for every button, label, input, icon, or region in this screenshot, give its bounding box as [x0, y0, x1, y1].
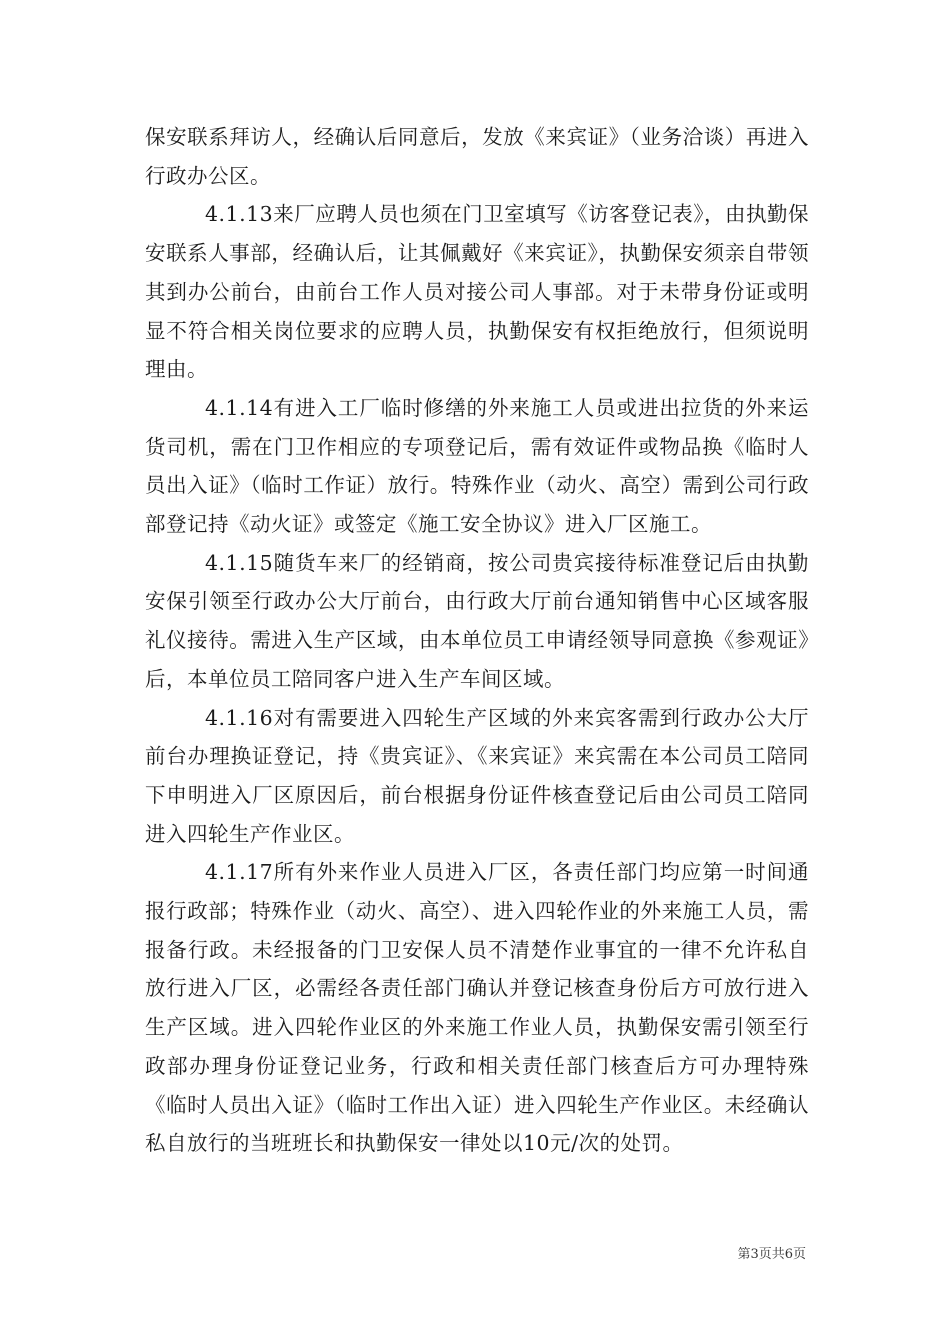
paragraph-4-1-16: 4.1.16对有需要进入四轮生产区域的外来宾客需到行政办公大厅前台办理换证登记，持《贵宾证》、《来宾证》来宾需在本公司员工陪同下申明进入厂区原因后，前台根据身份证件核查登记后由公司员工陪同进入四轮生产作业区。: [145, 705, 809, 846]
paragraph-4-1-17: 4.1.17所有外来作业人员进入厂区，各责任部门均应第一时间通报行政部；特殊作业（动火、高空）、进入四轮作业的外来施工人员，需报备行政。未经报备的门卫安保人员不清楚作业事宜的一律不允许私自放行进入厂区，必需经各责任部门确认并登记核查身份后方可放行进入生产区域。进入四轮作业区的外来施工作业人员，执勤保安需引领至行政部办理身份证登记业务，行政和相关责任部门核查后方可办理特殊《临时人员出入证》（临时工作出入证）进入四轮生产作业区。未经确认私自放行的当班班长和执勤保安一律处以10元/次的处罚。: [145, 860, 809, 1156]
page-number-footer: 第3页共6页: [737, 1247, 806, 1262]
paragraph-4-1-14: 4.1.14有进入工厂临时修缮的外来施工人员或进出拉货的外来运货司机，需在门卫作相应的专项登记后，需有效证件或物品换《临时人员出入证》（临时工作证）放行。特殊作业（动火、高空）需到公司行政部登记持《动火证》或签定《施工安全协议》进入厂区施工。: [145, 395, 809, 537]
paragraph-4-1-13: 4.1.13来厂应聘人员也须在门卫室填写《访客登记表》，由执勤保安联系人事部，经确认后，让其佩戴好《来宾证》，执勤保安须亲自带领其到办公前台，由前台工作人员对接公司人事部。对于未带身份证或明显不符合相关岗位要求的应聘人员，执勤保安有权拒绝放行，但须说明理由。: [145, 202, 809, 382]
paragraph-4-1-15: 4.1.15随货车来厂的经销商，按公司贵宾接待标准登记后由执勤安保引领至行政办公大厅前台，由行政大厅前台通知销售中心区域客服礼仪接待。需进入生产区域，由本单位员工申请经领导同意换《参观证》后，本单位员工陪同客户进入生产车间区域。: [145, 550, 809, 691]
document-body: [145, 118, 809, 1163]
paragraph-continuation: 保安联系拜访人，经确认后同意后，发放《来宾证》（业务洽谈）再进入行政办公区。: [145, 125, 809, 188]
